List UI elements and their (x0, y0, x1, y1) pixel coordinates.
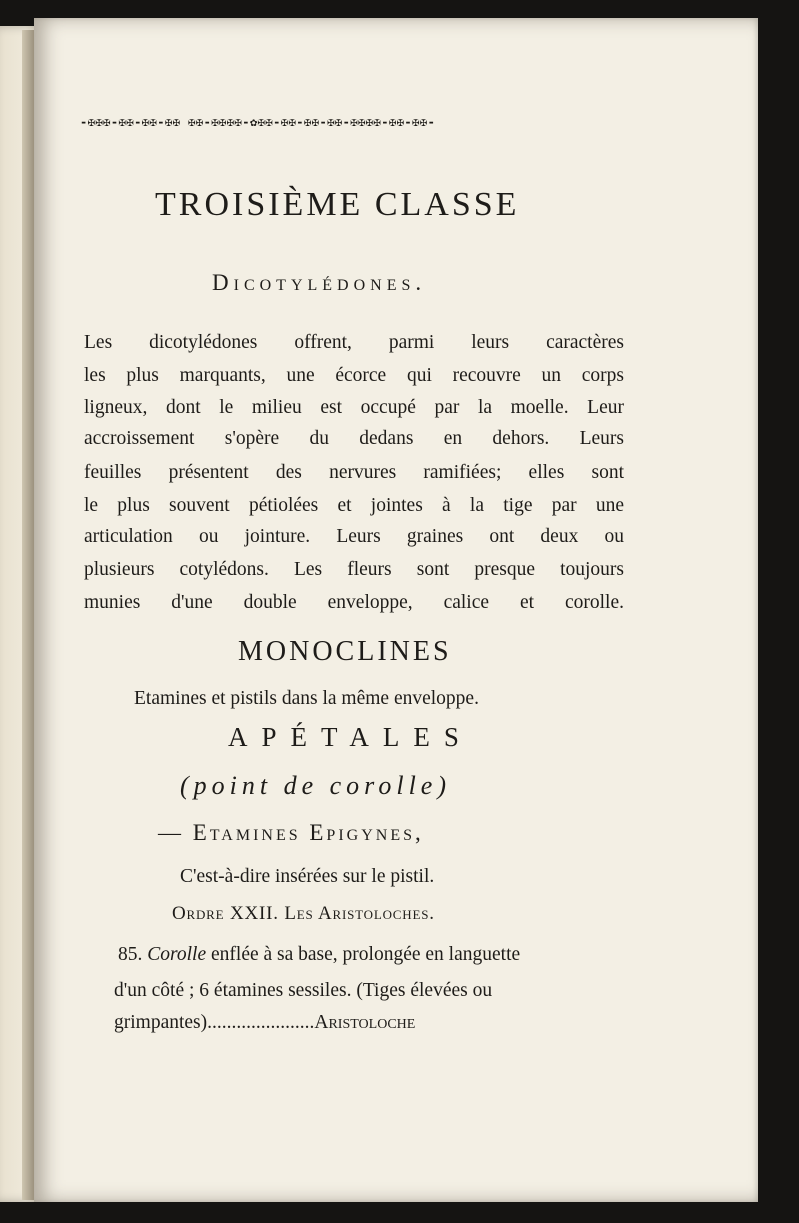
entry-line-1 (118, 944, 520, 966)
entry-number: 85. (118, 944, 143, 965)
section-subheading: (point de corolle) (180, 771, 451, 800)
class-subtitle: Dicotylédones. (212, 270, 427, 295)
paragraph-line: plusieurs cotylédons. Les fleurs sont presque toujours (84, 559, 624, 580)
entry-line3-text: grimpantes) (114, 1012, 208, 1033)
section-heading-epigynes: — Etamines Epigynes, (158, 820, 424, 845)
entry-line1-text: enflée à sa base, prolongée en languette (211, 944, 521, 965)
decorative-ornament-band: -✠✠✠-✠✠-✠✠-✠✠ ✠✠-✠✠✠✠-✿✠✠-✠✠-✠✠-✠✠-✠✠✠✠-✠✠-✠✠- (80, 115, 436, 129)
class-title: TROISIÈME CLASSE (155, 186, 520, 223)
paragraph-line: le plus souvent pétiolées et jointes à la tige par une (84, 495, 624, 516)
section-heading-monoclines: MONOCLINES (238, 636, 452, 667)
dot-leader: ...................... (207, 1012, 315, 1033)
order-heading: Ordre XXII. Les Aristoloches. (172, 903, 435, 924)
entry-line-3 (114, 1012, 415, 1034)
paragraph-line: articulation ou jointure. Leurs graines ont deux ou (84, 526, 624, 547)
section-description: Etamines et pistils dans la même enveloppe. (134, 688, 479, 709)
paragraph-line: ligneux, dont le milieu est occupé par la moelle. Leur (84, 397, 624, 418)
paragraph-line: les plus marquants, une écorce qui recouvre un corps (84, 365, 624, 386)
paragraph-line: accroissement s'opère du dedans en dehors. Leurs (84, 428, 624, 449)
paragraph-line: munies d'une double enveloppe, calice et corolle. (84, 592, 624, 613)
paragraph-line: feuilles présentent des nervures ramifiées; elles sont (84, 462, 624, 483)
genus-name: Aristoloche (314, 1012, 416, 1033)
paragraph-line: Les dicotylédones offrent, parmi leurs caractères (84, 332, 624, 353)
entry-italic-word: Corolle (147, 944, 207, 965)
section-heading-apetales: APÉTALES (228, 722, 473, 752)
section-note: C'est-à-dire insérées sur le pistil. (180, 866, 435, 887)
entry-line-2: d'un côté ; 6 étamines sessiles. (Tiges élevées ou (114, 980, 493, 1001)
